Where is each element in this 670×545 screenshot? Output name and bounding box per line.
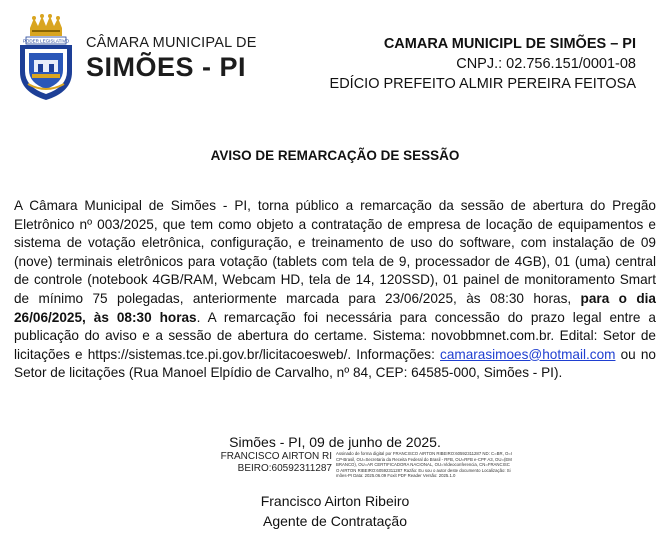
digital-signature-details: Assinado de forma digital por FRANCISCO AIRTON RIBEIRO:60592311287 ND: C=BR, O=ICP-Brasil, OU=Secretaria da Receita Federal do Brasil - RFB, OU=RFB e-CPF A3, OU=(EM BRANCO), OU=AR CERTIFICADORA NACIONAL, OU=Videoconferencia, CN=FRANCISCO AIRTON RIBEIRO:60592311287 Razão: Eu sou o autor deste documento Localização: Simões-PI Data: 2025.06.09 Foxit PDF Reader Versão: 2025.1.0 [336,451,512,479]
institution-cnpj: CNPJ.: 02.756.151/0001-08 [456,56,636,72]
signer-name: Francisco Airton Ribeiro [260,493,410,509]
brand-title: SIMÕES - PI [86,52,247,82]
coat-of-arms-logo [14,14,78,102]
notice-date: Simões - PI, 09 de junho de 2025. [229,434,441,450]
digital-signature-name: FRANCISCO AIRTON RIBEIRO:60592311287 [220,451,332,474]
notice-paragraph-part2: . A remarcação foi necessária para concessão do prazo legal entre a publicação do aviso e a sessão de abertura do certame. Sistema: novobbmnet.com.br. Edital: Setor de licitações e https://sistemas.tce.pi.gov.br/licitacoesweb/. Informações: [14,309,656,362]
notice-new-date: para o dia 26/06/2025, às 08:30 horas [14,290,656,325]
notice-title: AVISO DE REMARCAÇÃO DE SESSÃO [210,148,460,163]
signer-block [0,491,670,531]
notice-body [14,197,656,383]
brand-subtitle: CÂMARA MUNICIPAL DE [86,35,257,51]
signer-role: Agente de Contratação [263,513,407,529]
logo-banner-text: PODER LEGISLATIVO [22,38,70,44]
notice-paragraph-part3: ou no Setor de licitações (Rua Manoel Elpídio de Carvalho, nº 84, CEP: 64585-000, Simões - PI). [14,346,656,381]
contact-email-link[interactable]: camarasimoes@hotmail.com [440,346,616,362]
notice-paragraph-part1: A Câmara Municipal de Simões - PI, torna público a remarcação da sessão de abertura do Pregão Eletrônico nº 003/2025, que tem como objeto a contratação de empresa de locação de equipamentos e sistema de votação eletrônica, configuração, e treinamento de uso do software, com instalação de 09 (nove) terminais eletrônicos para votação (tablets com tela de 9, processador de 4GB), 01 (uma) central de controle (notebook 4GB/RAM, Webcam HD, tela de 14, 120SSD), 01 painel de monitoramento Smart de mínimo 75 polegadas, anteriormente marcada para 23/06/2025, às 08:30 horas, [14,198,656,306]
institution-name: CAMARA MUNICIPL DE SIMÕES – PI [383,36,636,52]
crown-icon [30,14,62,36]
institution-building: EDÍCIO PREFEITO ALMIR PEREIRA FEITOSA [329,76,636,92]
institution-header [330,34,636,94]
